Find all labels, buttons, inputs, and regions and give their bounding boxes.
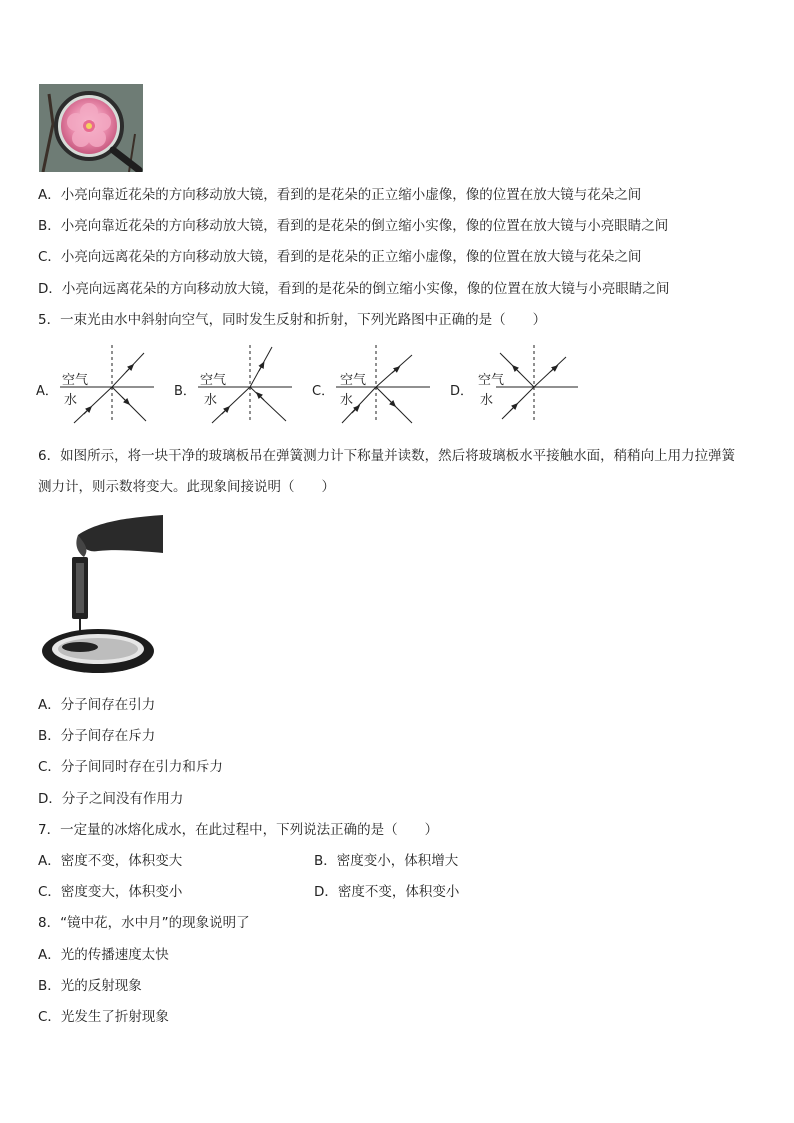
q5-diagram-c-air: 空气 [340, 373, 367, 388]
q5-diagram-d-rays [450, 343, 580, 425]
spring-scale-glass-plate-photo [38, 513, 165, 680]
q5-diagram-a-rays [36, 343, 166, 425]
q5-diagram-c-letter: C． [312, 384, 335, 399]
q5-stem: 5．一束光由水中斜射向空气，同时发生反射和折射，下列光路图中正确的是（ ） [38, 312, 547, 328]
q7-option-d: D．密度不变，体积变小 [314, 884, 460, 900]
q5-diagram-b-air: 空气 [200, 373, 227, 388]
q5-diagram-c-rays [312, 343, 442, 425]
q7-option-a: A．密度不变，体积变大 [38, 853, 183, 869]
q7-stem: 7．一定量的冰熔化成水，在此过程中，下列说法正确的是（ ） [38, 822, 439, 838]
q8-stem: 8．“镜中花，水中月”的现象说明了 [38, 915, 250, 931]
q5-diagram-d-letter: D． [450, 384, 474, 399]
q5-diagram-b-letter: B． [174, 384, 196, 399]
q4-option-b: B．小亮向靠近花朵的方向移动放大镜，看到的是花朵的倒立缩小实像，像的位置在放大镜与小亮眼睛之间 [38, 218, 669, 234]
q5-diagram-a [36, 343, 166, 425]
q5-diagram-a-air: 空气 [62, 373, 89, 388]
q8-option-c: C．光发生了折射现象 [38, 1009, 169, 1025]
q5-diagram-c [312, 343, 442, 425]
q6-option-c: C．分子间同时存在引力和斥力 [38, 759, 223, 775]
q6-stem-line1: 6．如图所示，将一块干净的玻璃板吊在弹簧测力计下称量并读数，然后将玻璃板水平接触水面，稍稍向上用力拉弹簧 [38, 448, 736, 464]
q5-diagram-d-air: 空气 [478, 373, 505, 388]
q4-option-a: A．小亮向靠近花朵的方向移动放大镜，看到的是花朵的正立缩小虚像，像的位置在放大镜与花朵之间 [38, 187, 642, 203]
q5-diagram-c-water: 水 [340, 393, 354, 408]
q4-option-d: D．小亮向远离花朵的方向移动放大镜，看到的是花朵的倒立缩小实像，像的位置在放大镜与小亮眼睛之间 [38, 281, 670, 297]
q5-diagram-b-rays [174, 343, 304, 425]
q6-option-d: D．分子之间没有作用力 [38, 791, 184, 807]
q8-option-a: A．光的传播速度太快 [38, 947, 169, 963]
q7-option-c: C．密度变大，体积变小 [38, 884, 183, 900]
q6-stem-line2: 测力计，则示数将变大。此现象间接说明（ ） [38, 479, 335, 495]
q7-option-b: B．密度变小，体积增大 [314, 853, 459, 869]
q5-diagram-b-water: 水 [204, 393, 218, 408]
q5-diagram-a-water: 水 [64, 393, 78, 408]
q5-diagram-d-water: 水 [480, 393, 494, 408]
magnifier-flower-photo [39, 84, 143, 172]
q5-diagram-a-letter: A． [36, 384, 58, 399]
q4-option-c: C．小亮向远离花朵的方向移动放大镜，看到的是花朵的正立缩小虚像，像的位置在放大镜与花朵之间 [38, 249, 642, 265]
q6-option-b: B．分子间存在斥力 [38, 728, 156, 744]
q8-option-b: B．光的反射现象 [38, 978, 142, 994]
q5-diagram-d [450, 343, 580, 425]
q5-diagram-b [174, 343, 304, 425]
q6-option-a: A．分子间存在引力 [38, 697, 156, 713]
